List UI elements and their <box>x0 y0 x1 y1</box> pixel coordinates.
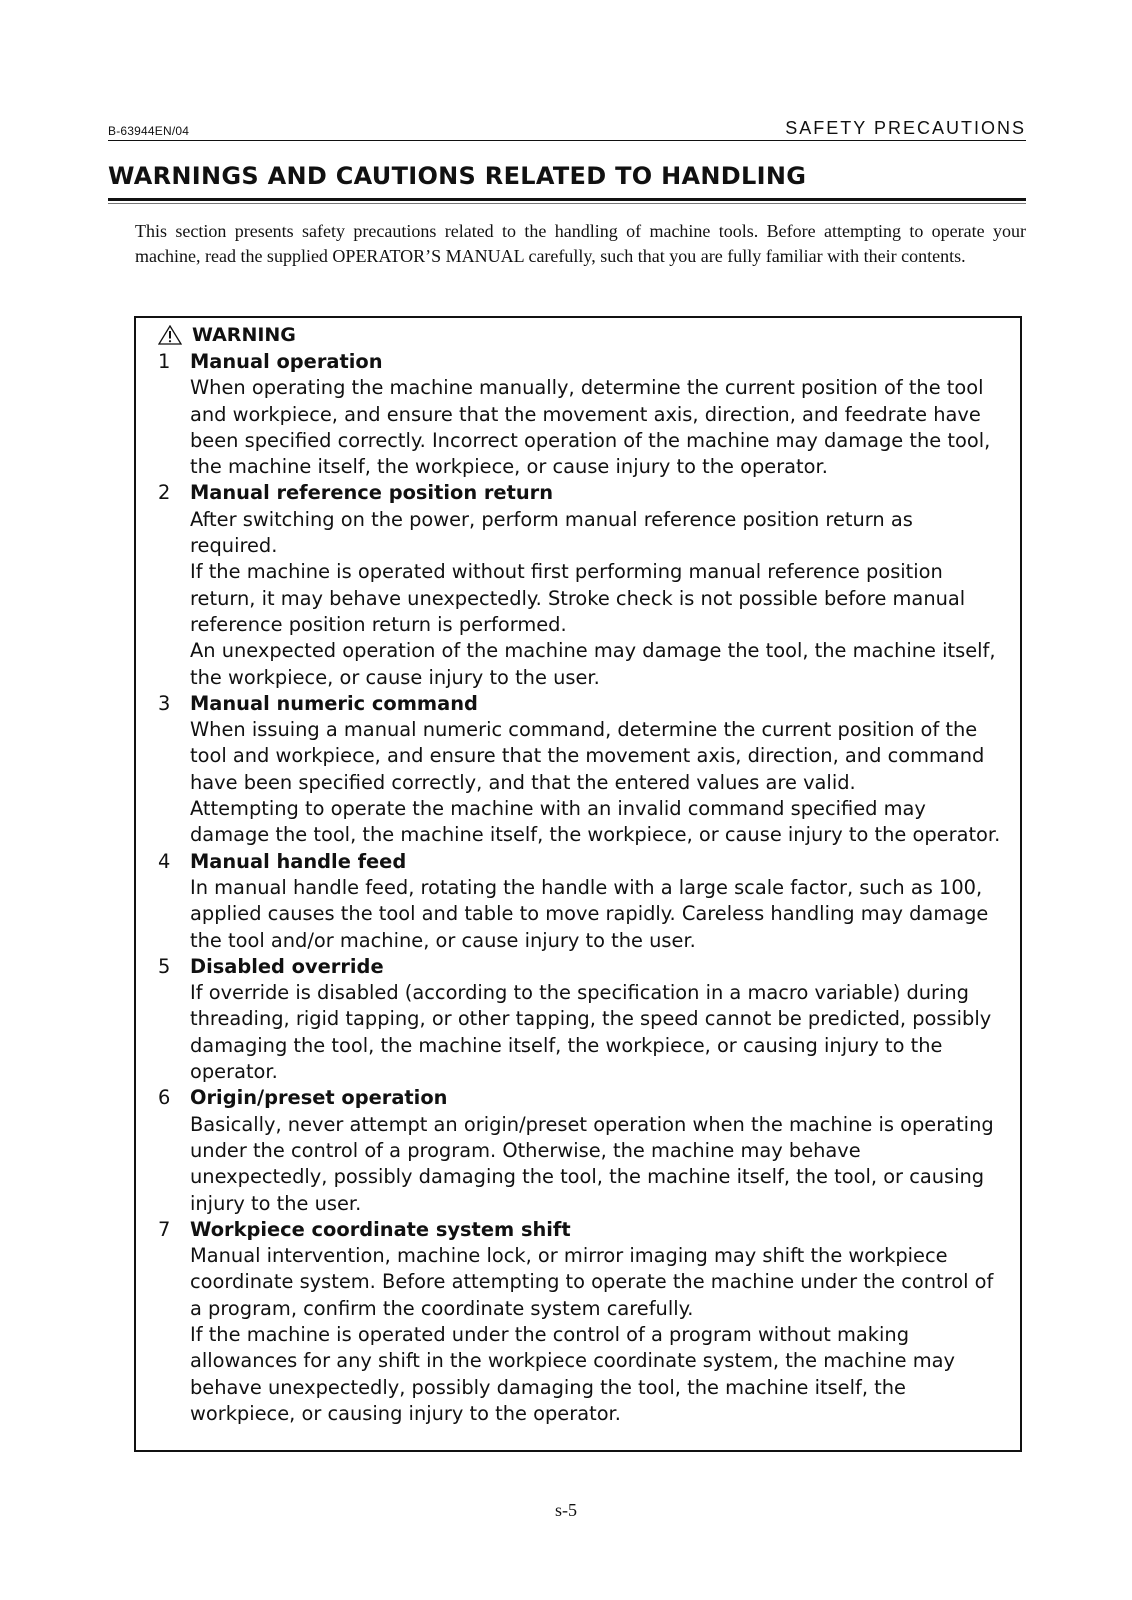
warning-item-text: Basically, never attempt an origin/preset operation when the machine is operating under the control of a program. Otherwise, the machine may behave unexpectedly, possibly damaging the tool, the machine itself, the tool, or causing injury to the user. <box>190 1112 994 1215</box>
warning-item-number: 4 <box>158 849 171 873</box>
warning-item-title: Manual operation <box>190 350 383 373</box>
warning-item-title: Manual numeric command <box>190 691 478 715</box>
document-code: B-63944EN/04 <box>108 124 190 138</box>
warning-item-title: Manual reference position return <box>190 481 554 505</box>
warning-triangle-icon <box>158 325 182 345</box>
warning-item-number: 6 <box>158 1086 171 1110</box>
warning-item-number: 5 <box>158 954 171 978</box>
title-rule <box>108 198 1026 201</box>
warning-item-text: After switching on the power, perform manual reference position return as required. <box>190 507 913 558</box>
warning-item-number: 3 <box>158 691 171 715</box>
section-name: SAFETY PRECAUTIONS <box>785 118 1026 138</box>
warning-item <box>158 480 1004 690</box>
warning-item-text: If override is disabled (according to the specification in a macro variable) during threading, rigid tapping, or other tapping, the speed cannot be predicted, possibly damaging the tool, the machine itself, the workpiece, or causing injury to the operator. <box>190 981 992 1084</box>
warning-list <box>158 349 1004 1427</box>
warning-item-text: An unexpected operation of the machine may damage the tool, the machine itself, the workpiece, or cause injury to the user. <box>190 639 996 689</box>
warning-label: WARNING <box>192 323 296 346</box>
warning-item <box>158 349 1004 480</box>
page-title: WARNINGS AND CAUTIONS RELATED TO HANDLING <box>108 162 807 190</box>
warning-item-title: Disabled override <box>190 954 384 978</box>
warning-header <box>158 322 1004 348</box>
warning-item-number: 1 <box>158 350 171 373</box>
warning-item <box>158 849 1004 954</box>
warning-item-text: If the machine is operated under the control of a program without making allowances for any shift in the workpiece coordinate system, the machine may behave unexpectedly, possibly damaging the tool, the machine itself, the workpiece, or causing injury to the operator. <box>190 1322 955 1425</box>
warning-item-text: Manual intervention, machine lock, or mirror imaging may shift the workpiece coordinate system. Before attempting to operate the machine under the control of a program, confirm the coordinate system carefully. <box>190 1244 994 1320</box>
title-rule-thin <box>108 203 1026 204</box>
warning-item <box>158 691 1004 849</box>
warning-item-text: When issuing a manual numeric command, determine the current position of the tool and workpiece, and ensure that the movement axis, direction, and command have been specified correctly, and that the entered values are valid. <box>190 718 985 794</box>
warning-item <box>158 954 1004 1085</box>
warning-item-title: Workpiece coordinate system shift <box>190 1217 571 1241</box>
warning-item-title: Origin/preset operation <box>190 1086 448 1110</box>
warning-item-number: 2 <box>158 481 171 505</box>
page-number: s-5 <box>555 1500 577 1520</box>
warning-item-title: Manual handle feed <box>190 849 407 873</box>
warning-item <box>158 1217 1004 1427</box>
warning-item-number: 7 <box>158 1217 171 1241</box>
warning-item-text: In manual handle feed, rotating the handle with a large scale factor, such as 100, applied causes the tool and table to move rapidly. Careless handling may damage the tool and/or machine, or cause injury to the user. <box>190 875 989 952</box>
warning-item-text: If the machine is operated without first performing manual reference position return, it may behave unexpectedly. Stroke check is not possible before manual reference position return is performed. <box>190 560 966 636</box>
warning-item-text: Attempting to operate the machine with an invalid command specified may damage the tool, the machine itself, the workpiece, or cause injury to the operator. <box>190 797 1001 847</box>
warning-item-text: When operating the machine manually, determine the current position of the tool and workpiece, and ensure that the movement axis, direction, and feedrate have been specified correctly. Incorrect operation of the machine may damage the tool, the machine itself, the workpiece, or cause injury to the operator. <box>190 376 991 479</box>
warning-item <box>158 1085 1004 1216</box>
running-header <box>108 116 1026 141</box>
intro-paragraph: This section presents safety precautions related to the handling of machine tools. Before attempting to operate your machine, read the supplied OPERATOR’S MANUAL carefully, such that you are fully familiar with their contents. <box>135 221 1026 266</box>
warning-box <box>134 316 1022 1452</box>
